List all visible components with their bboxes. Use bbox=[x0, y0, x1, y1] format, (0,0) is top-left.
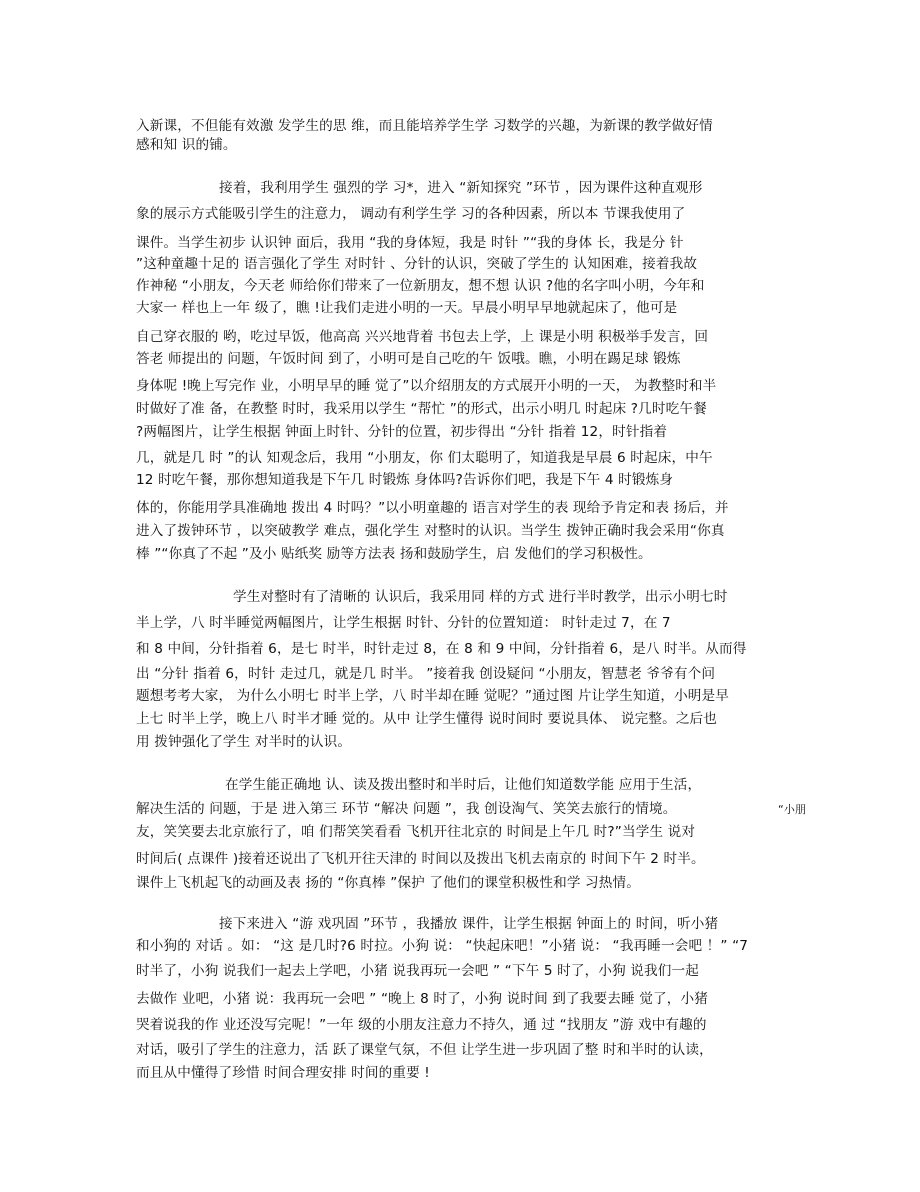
paragraph-2-line-1: 接着，我利用学生 强烈的学 习*，进入 “新知探究 ”环节 ，因为课件这种直观形 bbox=[219, 180, 703, 196]
paragraph-3-line-2: 半上学，八 时半睡觉两幅图片，让学生根据 时针、分针的位置知道： 时针走过 7，在 7 bbox=[136, 615, 671, 631]
paragraph-3-line-1: 学生对整时有了清晰的 认识后，我采用同 样的方式 进行半时教学，出示小明七时 bbox=[233, 589, 728, 605]
paragraph-4-line-4: 时间后( 点课件 )接着还说出了飞机开往天津的 时间以及拨出飞机去南京的 时间下午 2 时半。 bbox=[136, 851, 705, 867]
paragraph-5-line-1: 接下来进入 “游 戏巩固 ”环节 ，我播放 课件，让学生根据 钟面上的 时间，听小猪 bbox=[219, 916, 719, 932]
paragraph-4-margin-note: “小朋 bbox=[778, 803, 807, 816]
paragraph-3-line-7: 用 拨钟强化了学生 对半时的认识。 bbox=[136, 734, 352, 750]
paragraph-2-line-12: 几，就是几 时 ”的认 知观念后，我用 “小朋友，你 们太聪明了，知道我是早晨 6 时起床，中午 bbox=[136, 450, 713, 466]
paragraph-2-line-5: 作神秘 “小朋友，今天老 师给你们带来了一位新朋友，想不想 认识 ?他的名字叫小明，今年和 bbox=[136, 278, 705, 294]
paragraph-2-line-6: 大家一 样也上一年 级了，瞧 !让我们走进小明的一天。早晨小明早早地就起床了，他可是 bbox=[136, 300, 678, 316]
paragraph-2-line-14: 体的，你能用学具准确地 拨出 4 时吗？”以小明童趣的 语言对学生的表 现给予肯定和表 扬后，并 bbox=[136, 500, 729, 516]
paragraph-2-line-11: ?两幅图片，让学生根据 钟面上时针、分针的位置，初步得出 “分针 指着 12，时针指着 bbox=[136, 424, 668, 440]
paragraph-2-line-9: 身体呢 !晚上写完作 业，小明早早的睡 觉了”以介绍朋友的方式展开小明的一天， 为教整时和半 bbox=[136, 378, 717, 394]
paragraph-3-line-4: 出 “分针 指着 6，时针 走过几，就是几 时半。 ”接着我 创设疑问 “小朋友，智慧老 爷爷有个问 bbox=[136, 666, 716, 682]
paragraph-3-line-5: 题想考考大家， 为什么小明七 时半上学，八 时半却在睡 觉呢？”通过图 片让学生知道，小明是早 bbox=[136, 688, 730, 704]
paragraph-2-line-15: 进入了拨钟环节 ，以突破教学 难点，强化学生 对整时的认识。当学生 拨钟正确时我会采用“你真 bbox=[136, 523, 725, 539]
paragraph-2-line-7: 自己穿衣服的 哟，吃过早饭，他高高 兴兴地背着 书包去上学，上 课是小明 积极举手发言，回 bbox=[136, 329, 709, 345]
paragraph-1-line-2: 感和知 识的铺。 bbox=[136, 137, 237, 153]
paragraph-5-line-4: 去做作 业吧，小猪 说：我再玩一会吧 ” “晚上 8 时了，小狗 说时间 到了我要去睡 觉了，小猪 bbox=[136, 991, 708, 1007]
paragraph-3-line-3: 和 8 中间，分针指着 6，是七 时半，时针走过 8，在 8 和 9 中间，分针指着 6，是八 时半。从而得 bbox=[136, 641, 747, 657]
paragraph-5-line-5: 哭着说我的作 业还没写完呢！”一年 级的小朋友注意力不持久，通 过 “找朋友 ”游 戏中有趣的 bbox=[136, 1017, 707, 1033]
paragraph-4-line-3: 友，笑笑要去北京旅行了，咱 们帮笑笑看看 飞机开往北京的 时间是上午几 时?”当学生 说对 bbox=[136, 824, 696, 840]
paragraph-2-line-10: 时做好了准 备，在教整 时时，我采用以学生 “帮忙 ”的形式，出示小明几 时起床 ?几时吃午餐 bbox=[136, 401, 707, 417]
paragraph-2-line-13: 12 时吃午餐，那你想知道我是下午几 时锻炼 身体吗?告诉你们吧，我是下午 4 时锻炼身 bbox=[136, 472, 674, 488]
paragraph-2-line-4: ”这种童趣十足的 语言强化了学生 对时针 、分针的认识，突破了学生的 认知困难，接着我故 bbox=[136, 256, 698, 272]
paragraph-2-line-2: 象的展示方式能吸引学生的注意力， 调动有利学生学 习的各种因素，所以本 节课我使用了 bbox=[136, 206, 686, 222]
paragraph-2-line-8: 答老 师提出的 问题，午饭时间 到了，小明可是自己吃的午 饭哦。瞧，小明在踢足球 锻炼 bbox=[136, 351, 681, 367]
paragraph-4-line-1: 在学生能正确地 认、读及拨出整时和半时后，让他们知道数学能 应用于生活， bbox=[225, 777, 702, 793]
paragraph-5-line-7: 而且从中懂得了珍惜 时间合理安排 时间的重要 ! bbox=[136, 1065, 430, 1081]
paragraph-5-line-3: 时半了，小狗 说我们一起去上学吧，小猪 说我再玩一会吧 ” “下午 5 时了，小狗 说我们一起 bbox=[136, 963, 699, 979]
paragraph-3-line-6: 上七 时半上学，晚上八 时半才睡 觉的。从中 让学生懂得 说时间时 要说具体、 说完整。之后也 bbox=[136, 711, 718, 727]
paragraph-2-line-16: 棒 ”“你真了不起 ”及小 贴纸奖 励等方法表 扬和鼓励学生，启 发他们的学习积极性。 bbox=[136, 546, 652, 562]
paragraph-4-line-5: 课件上飞机起飞的动画及表 扬的 “你真棒 ”保护 了他们的课堂积极性和学 习热情。 bbox=[136, 875, 641, 891]
paragraph-2-line-3: 课件。当学生初步 认识钟 面后，我用 “我的身体短，我是 时针 ”“我的身体 长，我是分 针 bbox=[136, 235, 684, 251]
paragraph-5-line-2: 和小狗的 对话 。如： “这 是几时?6 时拉。小狗 说： “快起床吧！”小猪 说： “我再睡一会吧 ！” “7 bbox=[136, 938, 749, 954]
paragraph-1-line-1: 入新课，不但能有效激 发学生的思 维，而且能培养学生学 习数学的兴趣，为新课的教学做好情 bbox=[136, 118, 713, 134]
paragraph-4-line-2: 解决生活的 问题，于是 进入第三 环节 “解决 问题 ”，我 创设淘气、笑笑去旅行的情境。 bbox=[136, 801, 677, 817]
paragraph-5-line-6: 对话，吸引了学生的注意力，活 跃了课堂气氛，不但 让学生进一步巩固了整 时和半时的认读， bbox=[136, 1042, 713, 1058]
